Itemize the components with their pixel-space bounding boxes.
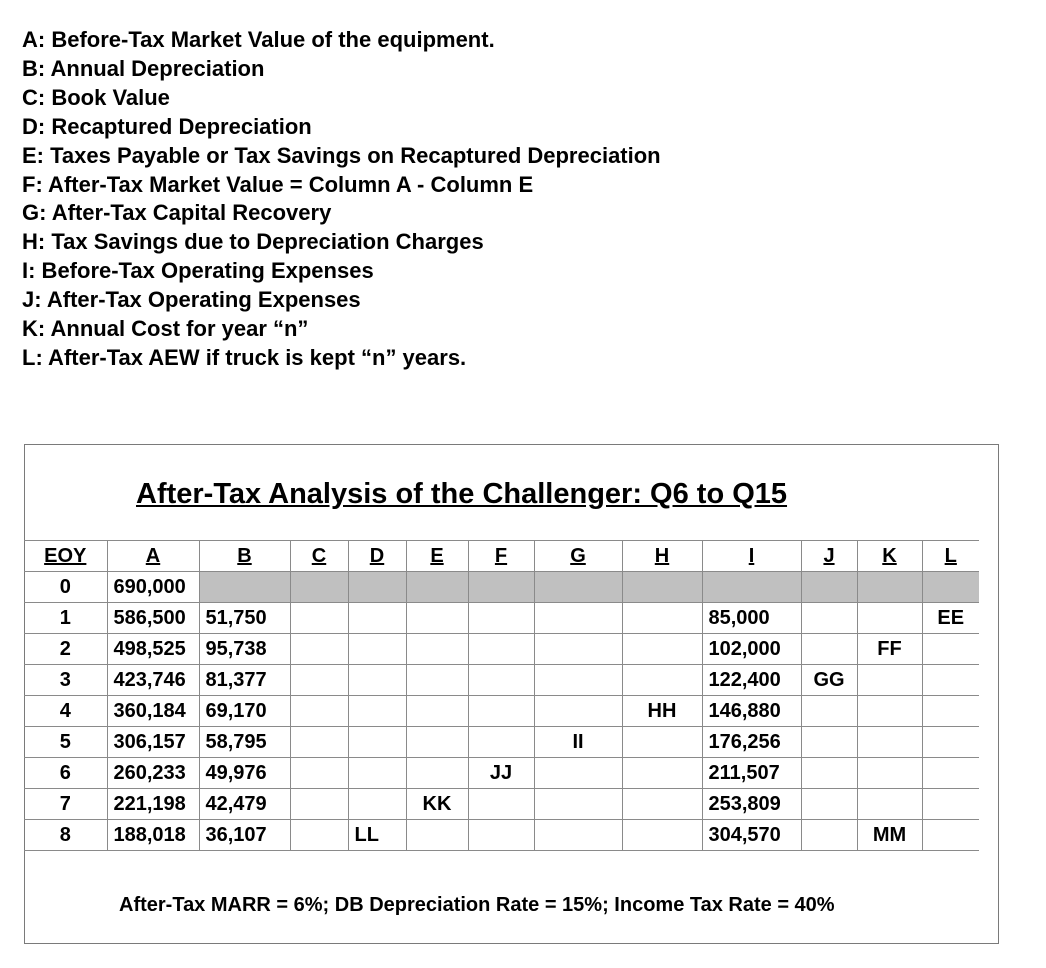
table-cell <box>406 603 468 634</box>
eoy-cell: 6 <box>24 758 107 789</box>
table-cell <box>801 572 857 603</box>
table-cell <box>534 634 622 665</box>
table-cell <box>622 758 702 789</box>
table-cell <box>348 758 406 789</box>
table-cell <box>857 665 922 696</box>
table-cell: FF <box>857 634 922 665</box>
column-header-b: B <box>199 541 290 572</box>
table-row <box>24 758 979 789</box>
table-cell <box>534 665 622 696</box>
table-cell: 304,570 <box>702 820 801 851</box>
table-cell <box>857 603 922 634</box>
table-cell <box>922 820 979 851</box>
table-cell: LL <box>348 820 406 851</box>
table-cell: 498,525 <box>107 634 199 665</box>
column-header-j: J <box>801 541 857 572</box>
table-cell <box>702 572 801 603</box>
eoy-cell: 0 <box>24 572 107 603</box>
table-cell: 176,256 <box>702 727 801 758</box>
legend-item-b: B: Annual Depreciation <box>22 55 265 81</box>
table-cell <box>468 603 534 634</box>
column-header-g: G <box>534 541 622 572</box>
table-cell <box>534 603 622 634</box>
table-row <box>24 789 979 820</box>
table-cell <box>622 665 702 696</box>
column-legend <box>22 26 661 373</box>
table-cell: 85,000 <box>702 603 801 634</box>
legend-item-i: I: Before-Tax Operating Expenses <box>22 258 374 284</box>
column-header-i: I <box>702 541 801 572</box>
table-cell: 306,157 <box>107 727 199 758</box>
column-header-c: C <box>290 541 348 572</box>
table-cell <box>290 789 348 820</box>
table-row <box>24 696 979 727</box>
table-cell <box>857 572 922 603</box>
table-cell <box>290 603 348 634</box>
column-header-l: L <box>922 541 979 572</box>
table-cell <box>801 696 857 727</box>
table-cell <box>622 572 702 603</box>
table-cell <box>290 696 348 727</box>
table-cell <box>406 665 468 696</box>
table-cell: 69,170 <box>199 696 290 727</box>
table-cell <box>348 696 406 727</box>
table-cell <box>348 572 406 603</box>
table-row <box>24 603 979 634</box>
table-cell <box>622 789 702 820</box>
table-row <box>24 665 979 696</box>
table-cell <box>290 820 348 851</box>
table-cell <box>468 634 534 665</box>
table-row <box>24 634 979 665</box>
table-cell: 49,976 <box>199 758 290 789</box>
table-cell <box>922 789 979 820</box>
column-header-e: E <box>406 541 468 572</box>
table-cell: HH <box>622 696 702 727</box>
table-cell: 42,479 <box>199 789 290 820</box>
analysis-table <box>24 540 979 851</box>
legend-item-h: H: Tax Savings due to Depreciation Charges <box>22 229 484 255</box>
table-cell <box>622 820 702 851</box>
column-header-k: K <box>857 541 922 572</box>
table-cell <box>801 634 857 665</box>
eoy-cell: 8 <box>24 820 107 851</box>
table-cell <box>406 727 468 758</box>
legend-item-l: L: After-Tax AEW if truck is kept “n” years. <box>22 344 467 370</box>
legend-item-k: K: Annual Cost for year “n” <box>22 316 309 342</box>
table-cell <box>622 603 702 634</box>
table-cell <box>406 572 468 603</box>
table-cell <box>922 572 979 603</box>
table-cell: 423,746 <box>107 665 199 696</box>
table-cell <box>922 727 979 758</box>
table-cell <box>468 820 534 851</box>
table-cell <box>534 758 622 789</box>
table-cell <box>857 758 922 789</box>
table-cell <box>857 696 922 727</box>
table-cell <box>290 758 348 789</box>
table-cell <box>534 572 622 603</box>
table-cell <box>199 572 290 603</box>
table-title: After-Tax Analysis of the Challenger: Q6 to Q15 <box>136 478 788 510</box>
table-cell <box>622 727 702 758</box>
table-cell <box>534 696 622 727</box>
table-cell: 122,400 <box>702 665 801 696</box>
table-cell <box>801 727 857 758</box>
table-cell <box>406 820 468 851</box>
table-row <box>24 727 979 758</box>
column-header-h: H <box>622 541 702 572</box>
table-cell: 146,880 <box>702 696 801 727</box>
eoy-cell: 2 <box>24 634 107 665</box>
table-cell: 81,377 <box>199 665 290 696</box>
table-cell <box>468 572 534 603</box>
table-cell <box>922 696 979 727</box>
table-cell: 102,000 <box>702 634 801 665</box>
table-cell <box>348 603 406 634</box>
table-cell <box>290 665 348 696</box>
table-cell <box>922 634 979 665</box>
table-cell: KK <box>406 789 468 820</box>
table-cell: 690,000 <box>107 572 199 603</box>
table-cell <box>468 665 534 696</box>
eoy-cell: 1 <box>24 603 107 634</box>
table-cell <box>468 789 534 820</box>
table-cell <box>801 758 857 789</box>
table-cell <box>857 789 922 820</box>
table-cell <box>468 696 534 727</box>
table-cell: 253,809 <box>702 789 801 820</box>
table-cell: 221,198 <box>107 789 199 820</box>
table-cell: 95,738 <box>199 634 290 665</box>
table-cell: II <box>534 727 622 758</box>
table-cell <box>406 634 468 665</box>
column-header-f: F <box>468 541 534 572</box>
table-cell: 188,018 <box>107 820 199 851</box>
eoy-cell: 3 <box>24 665 107 696</box>
legend-item-g: G: After-Tax Capital Recovery <box>22 200 332 226</box>
table-cell: 586,500 <box>107 603 199 634</box>
table-cell: 260,233 <box>107 758 199 789</box>
table-cell <box>348 727 406 758</box>
table-cell <box>468 727 534 758</box>
table-cell <box>290 634 348 665</box>
table-cell <box>534 789 622 820</box>
legend-item-e: E: Taxes Payable or Tax Savings on Recaptured Depreciation <box>22 142 661 168</box>
table-header-row <box>24 541 979 572</box>
column-header-a: A <box>107 541 199 572</box>
legend-item-j: J: After-Tax Operating Expenses <box>22 287 361 313</box>
table-cell <box>622 634 702 665</box>
table-cell <box>290 572 348 603</box>
table-cell <box>290 727 348 758</box>
table-cell <box>922 665 979 696</box>
table-cell <box>348 789 406 820</box>
eoy-cell: 7 <box>24 789 107 820</box>
eoy-cell: 4 <box>24 696 107 727</box>
legend-item-d: D: Recaptured Depreciation <box>22 113 312 139</box>
table-cell: 58,795 <box>199 727 290 758</box>
table-cell <box>801 820 857 851</box>
table-cell <box>534 820 622 851</box>
table-cell: 51,750 <box>199 603 290 634</box>
table-cell: EE <box>922 603 979 634</box>
table-cell <box>348 665 406 696</box>
legend-item-a: A: Before-Tax Market Value of the equipment. <box>22 27 495 52</box>
table-cell: GG <box>801 665 857 696</box>
table-cell: JJ <box>468 758 534 789</box>
table-row <box>24 820 979 851</box>
table-cell: 36,107 <box>199 820 290 851</box>
table-cell <box>801 603 857 634</box>
table-cell: 360,184 <box>107 696 199 727</box>
legend-item-f: F: After-Tax Market Value = Column A - Column E <box>22 171 534 197</box>
table-cell: 211,507 <box>702 758 801 789</box>
table-cell <box>857 727 922 758</box>
legend-item-c: C: Book Value <box>22 84 170 110</box>
table-cell <box>406 758 468 789</box>
eoy-cell: 5 <box>24 727 107 758</box>
table-cell <box>348 634 406 665</box>
table-cell <box>801 789 857 820</box>
column-header-d: D <box>348 541 406 572</box>
table-footnote: After-Tax MARR = 6%; DB Depreciation Rate = 15%; Income Tax Rate = 40% <box>119 894 835 916</box>
table-cell: MM <box>857 820 922 851</box>
column-header-eoy: EOY <box>24 541 107 572</box>
table-row <box>24 572 979 603</box>
table-cell <box>922 758 979 789</box>
table-cell <box>406 696 468 727</box>
